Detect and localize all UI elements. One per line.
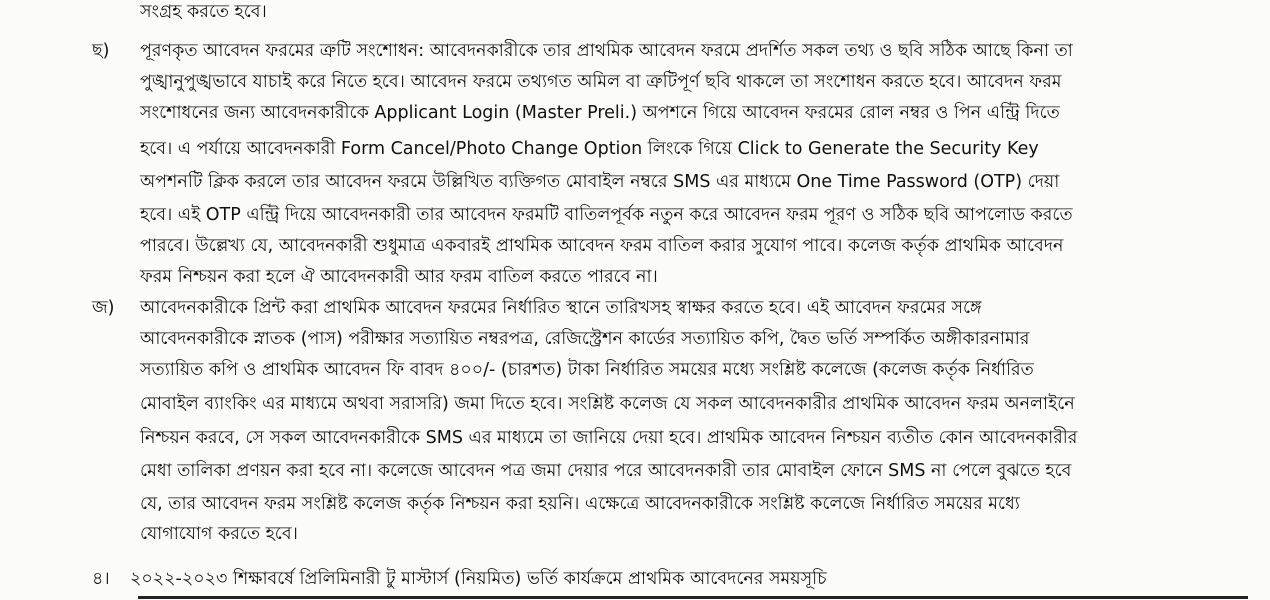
item-chha-line-6: হবে। এই OTP এন্ট্রি দিয়ে আবেদনকারী তার আবেদন ফরমটি বাতিলপূর্বক নতুন করে আবেদন ফরম পূরণ ও সঠিক ছবি আপলোড করতে — [140, 205, 1073, 225]
item-chha-line-1: পূরণকৃত আবেদন ফরমের ত্রুটি সংশোধন: আবেদনকারীকে তার প্রাথমিক আবেদন ফরমে প্রদর্শিত সকল তথ্য ও ছবি সঠিক আছে কিনা তা — [140, 41, 1073, 61]
item-marker-chha: ছ) — [92, 41, 110, 61]
item-chha-line-3: সংশোধনের জন্য আবেদনকারীকে Applicant Login (Master Preli.) অপশনে গিয়ে আবেদন ফরমের রোল নম্বর ও পিন এন্ট্রি দিতে — [140, 103, 1060, 123]
item-ja-line-7: যে, তার আবেদন ফরম সংশ্লিষ্ট কলেজ কর্তৃক নিশ্চয়ন করা হয়নি। এক্ষেত্রে আবেদনকারীকে সংশ্লিষ্ট কলেজে নির্ধারিত সময়ের মধ্যে — [140, 494, 1020, 514]
item-ja-line-6: মেধা তালিকা প্রণয়ন করা হবে না। কলেজে আবেদন পত্র জমা দেয়ার পরে আবেদনকারী তার মোবাইল ফোনে SMS না পেলে বুঝতে হবে — [140, 461, 1072, 481]
item-chha-line-8: ফরম নিশ্চয়ন করা হলে ঐ আবেদনকারী আর ফরম বাতিল করতে পারবে না। — [140, 267, 658, 287]
item-chha-line-4: হবে। এ পর্যায়ে আবেদনকারী Form Cancel/Photo Change Option লিংকে গিয়ে Click to Generate the Security Key — [140, 139, 1039, 159]
item-ja-line-8: যোগাযোগ করতে হবে। — [140, 524, 298, 544]
section-4-heading: ২০২২-২০২৩ শিক্ষাবর্ষে প্রিলিমিনারী টু মাস্টার্স (নিয়মিত) ভর্তি কার্যক্রমে প্রাথমিক আবেদনের সময়সূচি — [130, 569, 827, 589]
top-continuation-text: সংগ্রহ করতে হবে। — [140, 2, 267, 22]
item-chha-line-2: পুঙ্খানুপুঙ্খভাবে যাচাই করে নিতে হবে। আবেদন ফরমে তথ্যগত অমিল বা ত্রুটিপূর্ণ ছবি থাকলে তা সংশোধন করতে হবে। আবেদন ফরম — [140, 72, 1062, 92]
item-ja-line-4: মোবাইল ব্যাংকিং এর মাধ্যমে অথবা সরাসরি) জমা দিতে হবে। সংশ্লিষ্ট কলেজ যে সকল আবেদনকারীর প্রাথমিক আবেদন ফরম অনলাইনে — [140, 394, 1075, 414]
item-chha-line-7: পারবে। উল্লেখ্য যে, আবেদনকারী শুধুমাত্র একবারই প্রাথমিক আবেদন ফরম বাতিল করার সুযোগ পাবে। কলেজ কর্তৃক প্রাথমিক আবেদন — [140, 236, 1064, 256]
item-chha-line-5: অপশনটি ক্লিক করলে তার আবেদন ফরমে উল্লিখিত ব্যক্তিগত মোবাইল নম্বরে SMS এর মাধ্যমে One Time Password (OTP) দেয়া — [140, 172, 1060, 192]
item-ja-line-5: নিশ্চয়ন করবে, সে সকল আবেদনকারীকে SMS এর মাধ্যমে তা জানিয়ে দেয়া হবে। প্রাথমিক আবেদন নিশ্চয়ন ব্যতীত কোন আবেদনকারীর — [140, 428, 1078, 448]
item-ja-line-3: সত্যায়িত কপি ও প্রাথমিক আবেদন ফি বাবদ ৪০০/- (চারশত) টাকা নির্ধারিত সময়ের মধ্যে সংশ্লিষ্ট কলেজে (কলেজ কর্তৃক নির্ধারিত — [140, 360, 1034, 380]
table-top-rule — [138, 596, 1248, 599]
item-marker-ja: জ) — [92, 298, 115, 318]
item-ja-line-2: আবেদনকারীকে স্নাতক (পাস) পরীক্ষার সত্যায়িত নম্বরপত্র, রেজিস্ট্রেশন কার্ডের সত্যায়িত কপি, দ্বৈত ভর্তি সম্পর্কিত অঙ্গীকারনামার — [140, 329, 1030, 349]
item-ja-line-1: আবেদনকারীকে প্রিন্ট করা প্রাথমিক আবেদন ফরমের নির্ধারিত স্থানে তারিখসহ স্বাক্ষর করতে হবে। এই আবেদন ফরমের সঙ্গে — [140, 298, 982, 318]
section-4-number: ৪। — [92, 569, 110, 589]
